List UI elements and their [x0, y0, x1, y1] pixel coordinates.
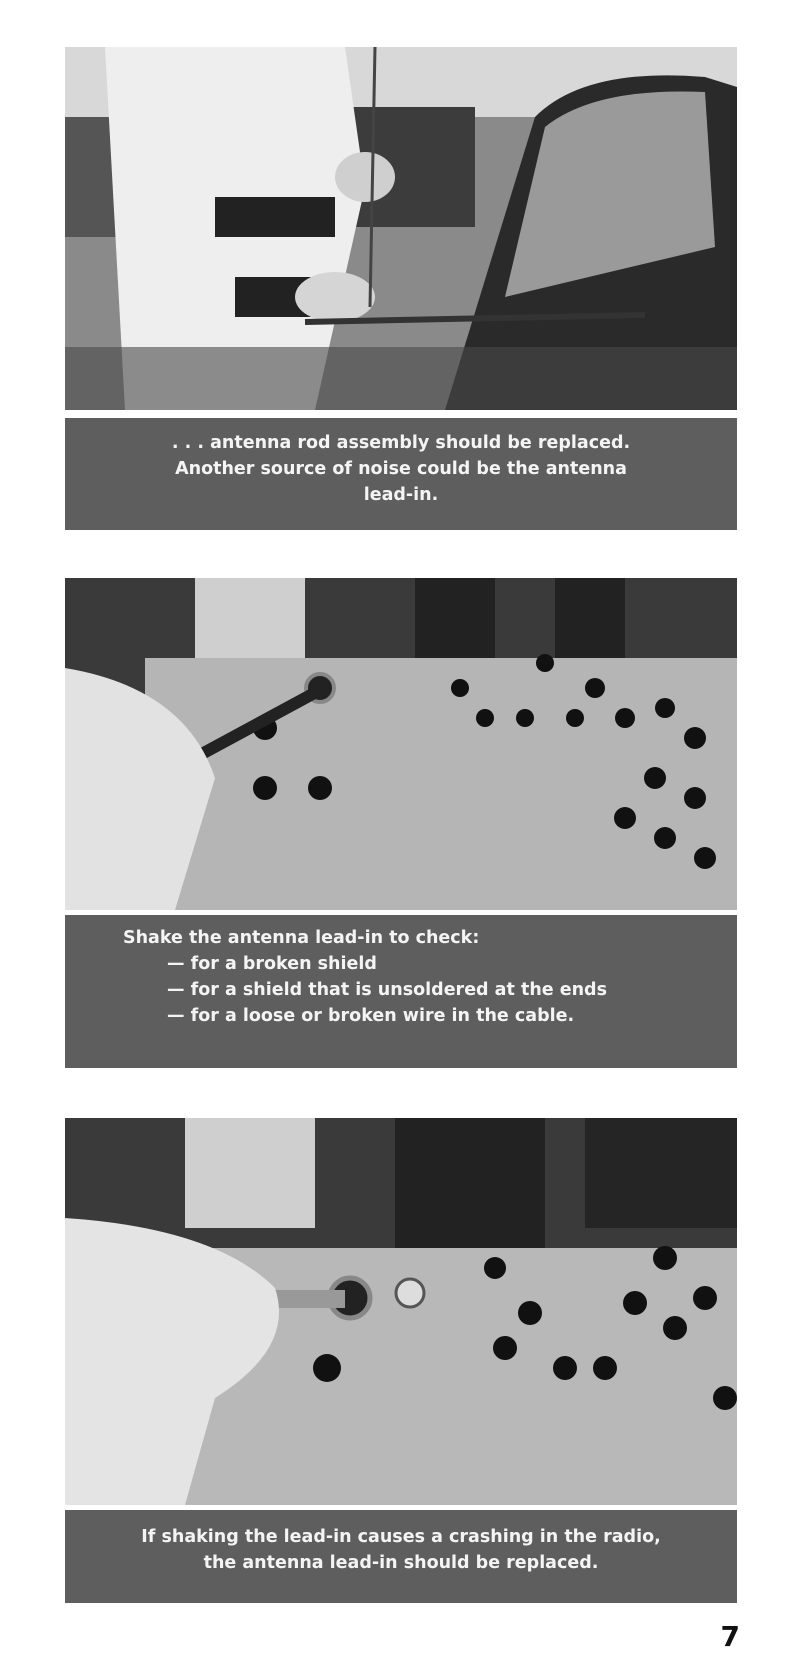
caption-line: the antenna lead-in should be replaced.	[203, 1553, 599, 1573]
page-number: 7	[720, 1620, 740, 1653]
caption-list-item: — for a shield that is unsoldered at the ends	[167, 980, 608, 1000]
caption-line: If shaking the lead-in causes a crashing in the radio,	[141, 1527, 661, 1547]
caption-list-item: — for a broken shield	[167, 954, 377, 974]
caption-intro: Shake the antenna lead-in to check:	[123, 928, 480, 948]
caption-2	[65, 915, 737, 1068]
caption-3	[65, 1510, 737, 1603]
caption-list-item: — for a loose or broken wire in the cable.	[167, 1006, 575, 1026]
photo-radio-lead-in	[65, 578, 737, 910]
photo-shaking-lead-in	[65, 1118, 737, 1505]
caption-line: . . . antenna rod assembly should be replaced.	[171, 433, 631, 453]
photo-antenna-rod-assembly	[65, 47, 737, 410]
caption-line: Another source of noise could be the antenna	[175, 459, 627, 479]
caption-1	[65, 418, 737, 530]
caption-line: lead-in.	[363, 485, 439, 505]
